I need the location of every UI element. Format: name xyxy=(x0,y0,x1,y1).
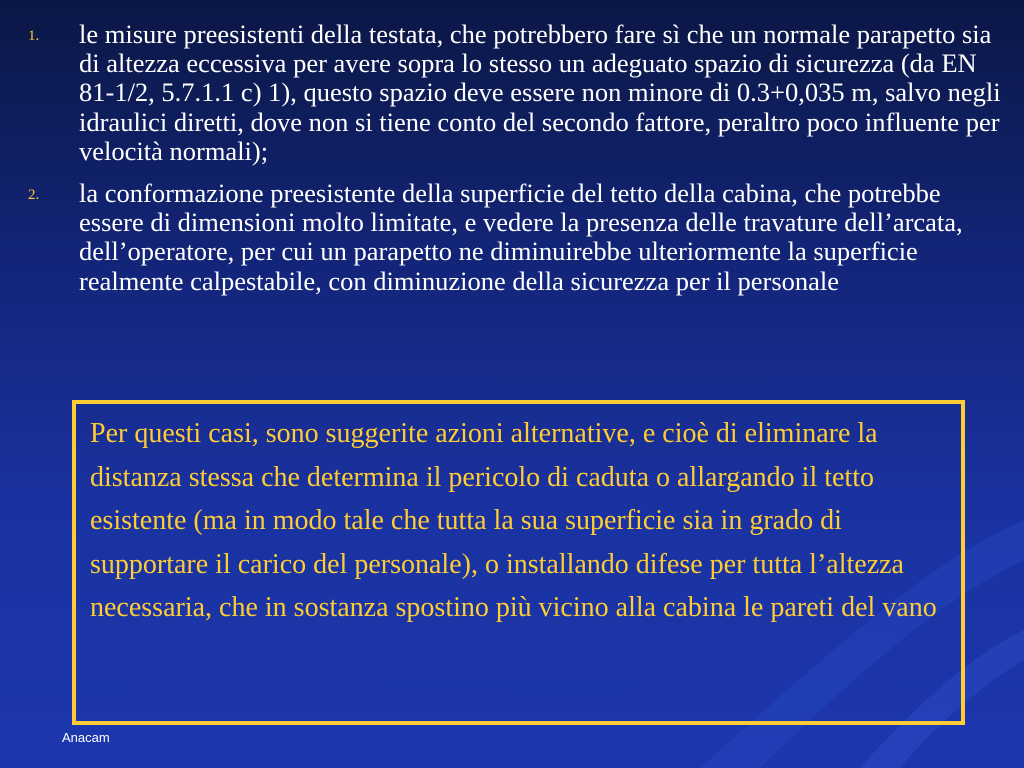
list-item-text: la conformazione preesistente della superficie del tetto della cabina, che potrebbe essere di dimensioni molto limitate, e vedere la presenza delle travature dell’arcata, dell’operatore, per cui un parapetto ne diminuirebbe ulteriormente la superficie realmente calpestabile, con diminuzione della sicurezza per il personale xyxy=(79,178,963,296)
list-item-number: 1. xyxy=(28,28,40,44)
list-item-text: le misure preesistenti della testata, che potrebbero fare sì che un normale parapetto sia di altezza eccessiva per avere sopra lo stesso un adeguato spazio di sicurezza (da EN 81-1/2, 5.7.1.1 c) 1), questo spazio deve essere non minore di 0.3+0,035 m, salvo negli idraulici diretti, dove non si tiene conto del secondo fattore, peraltro poco influente per velocità normali); xyxy=(79,19,1001,166)
numbered-list xyxy=(28,20,1003,309)
list-item xyxy=(28,20,1003,166)
list-item xyxy=(28,179,1003,296)
footer-label: Anacam xyxy=(62,730,110,745)
callout-box xyxy=(72,400,965,725)
list-item-number: 2. xyxy=(28,187,40,204)
callout-text: Per questi casi, sono suggerite azioni alternative, e cioè di eliminare la distanza stessa che determina il pericolo di caduta o allargando il tetto esistente (ma in modo tale che tutta la sua superficie sia in grado di supportare il carico del personale), o installando difese per tutta l’altezza necessaria, che in sostanza spostino più vicino alla cabina le pareti del vano xyxy=(90,418,937,623)
